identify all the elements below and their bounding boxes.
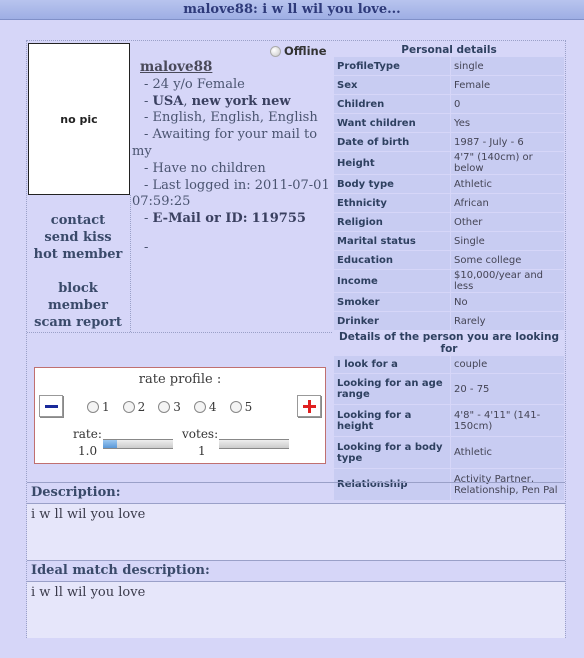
profile-summary <box>132 59 330 257</box>
no-pic-label: no pic <box>60 112 98 126</box>
detail-key: Education <box>334 251 451 270</box>
detail-row <box>334 213 565 232</box>
detail-key: Body type <box>334 175 451 194</box>
radio-icon[interactable] <box>230 401 242 413</box>
rate-option-2[interactable] <box>123 400 146 414</box>
detail-value: Yes <box>451 114 565 133</box>
detail-row <box>334 194 565 213</box>
detail-value: 0 <box>451 95 565 114</box>
details-section-header: Personal details <box>334 43 565 57</box>
detail-key: Marital status <box>334 232 451 251</box>
ideal-match-section <box>27 560 565 638</box>
rate-option-4[interactable] <box>194 400 217 414</box>
detail-key: Smoker <box>334 293 451 312</box>
profile-actions <box>26 212 130 331</box>
detail-key: Relationship <box>334 469 451 501</box>
detail-value: $10,000/year and less <box>451 270 565 293</box>
email-id: - E-Mail or ID: 119755 <box>144 211 306 227</box>
last-login: - Last logged in: 2011-07-01 <box>144 177 330 193</box>
votes-label: votes: <box>182 427 219 441</box>
block-label: block <box>58 281 98 296</box>
detail-row <box>334 57 565 76</box>
detail-value: 4'8" - 4'11" (141-150cm) <box>451 405 565 437</box>
last-login-time: 07:59:25 <box>132 194 191 210</box>
online-status <box>270 44 327 58</box>
detail-value: Single <box>451 232 565 251</box>
rate-option-label: 4 <box>208 400 217 414</box>
radio-icon[interactable] <box>194 401 206 413</box>
detail-value: Female <box>451 76 565 95</box>
detail-value: Activity Partner, Relationship, Pen Pal <box>451 469 565 501</box>
detail-value: couple <box>451 356 565 374</box>
rate-title: rate profile : <box>138 372 222 387</box>
detail-key: ProfileType <box>334 57 451 76</box>
block-member-link[interactable] <box>26 280 130 314</box>
detail-row <box>334 152 565 175</box>
detail-row <box>334 133 565 152</box>
minus-icon[interactable] <box>39 395 63 417</box>
ideal-match-text: i w ll wil you love <box>27 582 565 638</box>
radio-icon[interactable] <box>158 401 170 413</box>
detail-value: 20 - 75 <box>451 374 565 405</box>
detail-value: Rarely <box>451 312 565 331</box>
spacer <box>26 263 130 280</box>
rating-options <box>87 400 252 414</box>
detail-key: Children <box>334 95 451 114</box>
detail-value: single <box>451 57 565 76</box>
detail-row <box>334 114 565 133</box>
detail-value: 4'7" (140cm) or below <box>451 152 565 175</box>
rate-option-label: 5 <box>244 400 253 414</box>
empty-line: - <box>144 239 149 255</box>
detail-row <box>334 175 565 194</box>
rate-option-3[interactable] <box>158 400 181 414</box>
detail-value: Athletic <box>451 175 565 194</box>
rate-option-1[interactable] <box>87 400 110 414</box>
hot-member-link[interactable]: hot member <box>33 247 123 262</box>
rate-profile-box <box>34 367 326 464</box>
detail-row <box>334 374 565 405</box>
detail-key: Height <box>334 152 451 175</box>
rate-option-5[interactable] <box>230 400 253 414</box>
detail-row <box>334 270 565 293</box>
ideal-match-heading: Ideal match description: <box>27 561 565 582</box>
detail-row <box>334 356 565 374</box>
column-divider <box>130 195 131 332</box>
detail-key: Income <box>334 270 451 293</box>
detail-value: Some college <box>451 251 565 270</box>
details-section-header: Details of the person you are looking for <box>334 331 565 356</box>
detail-row <box>334 312 565 331</box>
rate-option-label: 1 <box>102 400 110 414</box>
detail-key: Drinker <box>334 312 451 331</box>
children-info: - Have no children <box>144 160 266 176</box>
detail-row <box>334 293 565 312</box>
detail-key: Looking for a body type <box>334 437 451 469</box>
detail-key: Ethnicity <box>334 194 451 213</box>
member-label: member <box>48 298 108 313</box>
mail-status-cont: my <box>132 143 152 159</box>
detail-key: Date of birth <box>334 133 451 152</box>
description-section <box>27 482 565 560</box>
detail-value: Other <box>451 213 565 232</box>
description-text: i w ll wil you love <box>27 504 565 560</box>
personal-details-table <box>333 42 565 501</box>
radio-icon[interactable] <box>87 401 99 413</box>
detail-key: Looking for an age range <box>334 374 451 405</box>
description-heading: Description: <box>27 483 565 504</box>
rate-option-label: 2 <box>137 400 146 414</box>
profile-photo[interactable] <box>28 43 130 195</box>
detail-row <box>334 251 565 270</box>
detail-key: I look for a <box>334 356 451 374</box>
detail-row <box>334 232 565 251</box>
send-kiss-link[interactable]: send kiss <box>44 230 112 245</box>
contact-link[interactable]: contact <box>50 213 106 228</box>
detail-value: 1987 - July - 6 <box>451 133 565 152</box>
detail-key: Religion <box>334 213 451 232</box>
location: - USA, new york new <box>144 93 291 109</box>
status-text: Offline <box>284 44 327 58</box>
votes-bar <box>219 439 289 449</box>
mail-status: - Awaiting for your mail to <box>144 127 318 143</box>
languages: - English, English, English <box>144 110 318 126</box>
plus-icon[interactable] <box>297 395 321 417</box>
username-link[interactable]: malove88 <box>140 59 213 75</box>
rate-value: 1.0 <box>78 444 98 458</box>
detail-row <box>334 76 565 95</box>
detail-value: African <box>451 194 565 213</box>
status-dot-icon <box>270 46 281 57</box>
detail-row <box>334 405 565 437</box>
window-title: malove88: i w ll wil you love... <box>0 0 584 20</box>
detail-row <box>334 95 565 114</box>
radio-icon[interactable] <box>123 401 135 413</box>
rate-option-label: 3 <box>173 400 181 414</box>
detail-key: Sex <box>334 76 451 95</box>
rate-label: rate: <box>73 427 102 441</box>
detail-value: Athletic <box>451 437 565 469</box>
rating-divider <box>27 332 332 333</box>
detail-value: No <box>451 293 565 312</box>
detail-row <box>334 437 565 469</box>
rate-bar-fill <box>103 440 117 448</box>
detail-key: Looking for a height <box>334 405 451 437</box>
scam-report-link[interactable]: scam report <box>34 315 122 330</box>
detail-key: Want children <box>334 114 451 133</box>
votes-value: 1 <box>198 444 206 458</box>
age-gender: - 24 y/o Female <box>144 76 245 92</box>
rate-bar <box>103 439 173 449</box>
